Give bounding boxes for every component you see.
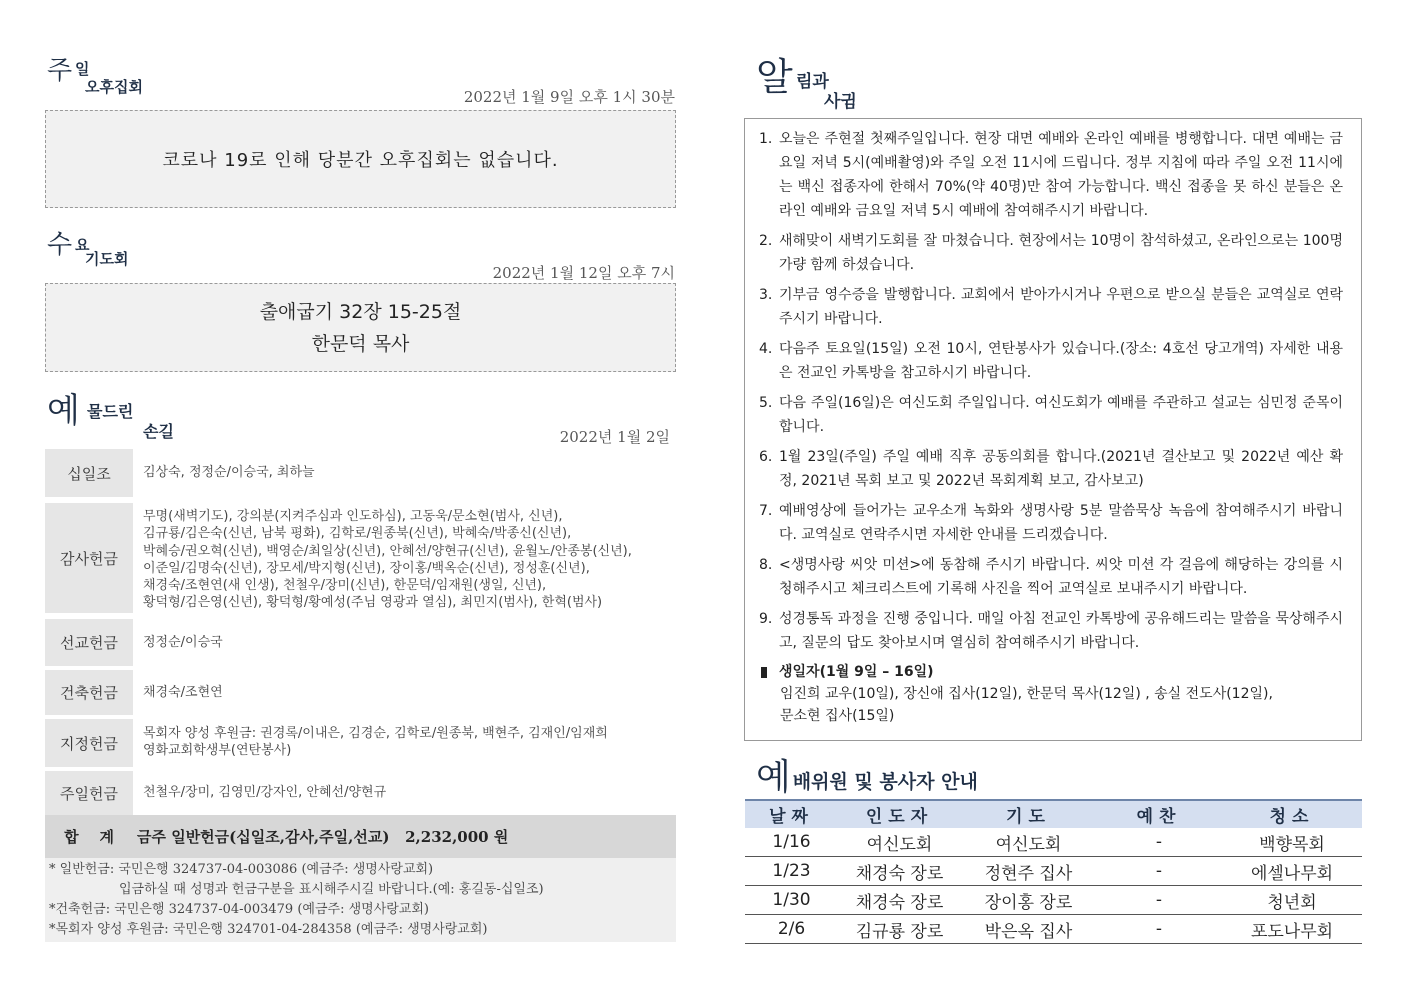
schedule-cell: 2/6 — [745, 915, 838, 944]
schedule-cell: 채경숙 장로 — [838, 857, 961, 886]
notice-text: 다음주 토요일(15일) 오전 10시, 연탄봉사가 있습니다.(장소: 4호선 당고개역) 자세한 내용은 전교인 카톡방을 참고하시기 바랍니다. — [779, 341, 1343, 381]
schedule-header-cleaning: 청소 — [1222, 800, 1362, 828]
offering-row-text: 천철우/장미, 김영민/강자인, 안혜선/양현규 — [143, 785, 387, 801]
offering-accounts — [45, 858, 676, 942]
offering-heading-big: 예 — [47, 391, 80, 431]
schedule-header-row — [745, 800, 1362, 828]
offering-line: 김규룡/김은숙(신년, 남북 평화), 김학로/원종북(신년), 박혜숙/박종신(신년), — [143, 526, 572, 542]
offering-line: 목회자 양성 후원금: 권경록/이내은, 김경순, 김학로/원종북, 백현주, 김재인/임재희 — [143, 726, 608, 741]
schedule-cell: 1/30 — [745, 886, 838, 915]
afternoon-heading — [47, 58, 247, 98]
notice-number: 5. — [759, 395, 773, 411]
notice-text: 1월 23일(주일) 주일 예배 직후 공동의회를 합니다.(2021년 결산보고 및 2022년 예산 확정, 2021년 목회 보고 및 2022년 목회계획 보고, 감사보고) — [779, 449, 1343, 489]
square-bullet-icon — [761, 667, 767, 678]
table-row — [745, 828, 1362, 857]
wednesday-heading — [47, 232, 247, 272]
notice-item — [759, 499, 1343, 547]
offering-row-text — [133, 503, 676, 613]
notice-item — [759, 283, 1343, 331]
offering-line: 무명(새벽기도), 강의분(지켜주심과 인도하심), 고동욱/문소현(범사, 신년), — [143, 509, 563, 524]
wednesday-box — [45, 283, 676, 372]
schedule-heading-big: 예 — [756, 757, 791, 798]
offering-row-text: 김상숙, 정정순/이승국, 최하늘 — [143, 465, 315, 481]
schedule-cell: 포도나무회 — [1222, 915, 1362, 944]
table-row — [745, 886, 1362, 915]
schedule-heading-rest: 배위원 및 봉사자 안내 — [792, 771, 978, 793]
table-row — [745, 915, 1362, 944]
offering-line: 채경숙/조현연(새 인생), 천철우/장미(신년), 한문덕/임재원(생일, 신년), — [143, 578, 547, 594]
notices-heading — [756, 55, 956, 114]
offering-row-mission — [45, 619, 676, 666]
notice-number: 9. — [759, 611, 773, 627]
schedule-header-prayer: 기도 — [961, 800, 1096, 828]
offering-row-label: 선교헌금 — [45, 619, 133, 666]
notice-text: 오늘은 주현절 첫째주일입니다. 현장 대면 예배와 온라인 예배를 병행합니다. 대면 예배는 금요일 저녁 5시(예배촬영)와 주일 오전 11시에 드립니다. 정부 지침에 따라 주일 오전 11시에는 백신 접종자에 한해서 70%(약 40명)만 참여 가능합니다. 백신 접종을 못 하신 분들은 온라인 예배와 금요일 저녁 5시 예배에 참여해주시기 바랍니다. — [779, 131, 1343, 219]
account-line: *건축헌금: 국민은행 324737-04-003479 (예금주: 생명사랑교회) — [49, 902, 429, 917]
wednesday-preacher: 한문덕 목사 — [311, 332, 410, 355]
wednesday-date: 2022년 1월 12일 오후 7시 — [492, 264, 675, 282]
schedule-cell: 여신도회 — [961, 828, 1096, 857]
notice-number: 3. — [759, 287, 773, 303]
offering-heading-small1: 물드린 — [87, 402, 134, 421]
notice-text: 예배영상에 들어가는 교우소개 녹화와 생명사랑 5분 말씀묵상 녹음에 참여해주시기 바랍니다. 교역실로 연락주시면 자세한 안내를 드리겠습니다. — [779, 503, 1343, 543]
schedule-header-leader: 인도자 — [838, 800, 961, 828]
birthday-title-row — [759, 661, 1343, 683]
schedule-cell: 채경숙 장로 — [838, 886, 961, 915]
notice-text: 새해맞이 새벽기도회를 잘 마쳤습니다. 현장에서는 10명이 참석하셨고, 온라인으로는 100명 가량 함께 하셨습니다. — [779, 233, 1343, 273]
offering-line: 박혜승/권오혁(신년), 백영순/최일상(신년), 안혜선/양현규(신년), 윤월노/안종봉(신년), — [143, 543, 632, 559]
afternoon-message: 코로나 19로 인해 당분간 오후집회는 없습니다. — [162, 150, 559, 171]
afternoon-heading-small1: 일 — [75, 60, 90, 78]
offering-total-text: 금주 일반헌금(십일조,감사,주일,선교) 2,232,000 원 — [137, 828, 509, 846]
offering-row-designated — [45, 719, 676, 767]
offering-row-label: 주일헌금 — [45, 771, 133, 815]
notice-text: 기부금 영수증을 발행합니다. 교회에서 받아가시거나 우편으로 받으실 분들은 교역실로 연락 주시기 바랍니다. — [779, 287, 1343, 327]
account-line: 입금하실 때 성명과 헌금구분을 표시해주시길 바랍니다.(예: 홍길동-십일조) — [119, 882, 544, 897]
notice-item — [759, 337, 1343, 385]
schedule-cell: 1/23 — [745, 857, 838, 886]
schedule-cell: - — [1096, 857, 1222, 886]
notices-heading-small1: 림과 — [796, 72, 829, 92]
offering-heading-small2: 손길 — [143, 422, 174, 441]
offering-row-text: 채경숙/조현연 — [143, 684, 223, 700]
offering-row-sunday — [45, 771, 676, 815]
notice-number: 8. — [759, 557, 773, 573]
offering-heading — [47, 391, 267, 444]
wednesday-scripture: 출애굽기 32장 15-25절 — [259, 300, 462, 323]
notices-heading-small2: 사귐 — [824, 92, 857, 112]
offering-total-label: 합 계 — [64, 828, 114, 846]
table-row — [745, 857, 1362, 886]
notice-number: 6. — [759, 449, 773, 465]
notice-item — [759, 607, 1343, 655]
notice-item — [759, 229, 1343, 277]
schedule-cell: - — [1096, 886, 1222, 915]
afternoon-box — [45, 110, 676, 208]
notices-box — [744, 118, 1362, 741]
account-line: * 일반헌금: 국민은행 324737-04-003086 (예금주: 생명사랑교회) — [49, 862, 434, 877]
birthday-line: 임진희 교우(10일), 장신애 집사(12일), 한문덕 목사(12일) , 송실 전도사(12일), — [780, 686, 1273, 702]
notice-number: 4. — [759, 341, 773, 357]
notice-number: 7. — [759, 503, 773, 519]
notice-number: 1. — [759, 131, 773, 147]
birthday-title: 생일자(1월 9일 – 16일) — [779, 664, 934, 680]
wednesday-heading-big: 수 — [47, 230, 73, 260]
notices-heading-big: 알 — [756, 55, 793, 99]
offering-total — [45, 815, 676, 858]
schedule-cell: - — [1096, 915, 1222, 944]
notice-item — [759, 553, 1343, 601]
offering-line: 영화교회학생부(연탄봉사) — [143, 743, 292, 759]
schedule-heading — [756, 752, 1156, 796]
afternoon-heading-small2: 오후집회 — [85, 78, 143, 96]
wednesday-heading-small2: 기도회 — [85, 250, 129, 268]
afternoon-heading-big: 주 — [47, 56, 73, 86]
notice-text: <생명사랑 씨앗 미션>에 동참해 주시기 바랍니다. 씨앗 미션 각 걸음에 해당하는 강의를 시청해주시고 체크리스트에 기록해 사진을 찍어 교역실로 보내주시기 바랍니다. — [779, 557, 1343, 597]
schedule-cell: 청년회 — [1222, 886, 1362, 915]
offering-row-label: 건축헌금 — [45, 670, 133, 715]
wednesday-heading-small1: 요 — [75, 236, 90, 254]
offering-date: 2022년 1월 2일 — [559, 428, 670, 446]
schedule-cell: 박은옥 집사 — [961, 915, 1096, 944]
offering-row-label: 지정헌금 — [45, 719, 133, 767]
notice-number: 2. — [759, 233, 773, 249]
schedule-cell: 정현주 집사 — [961, 857, 1096, 886]
notice-item — [759, 127, 1343, 223]
offering-row-tithe — [45, 449, 676, 497]
notice-text: 다음 주일(16일)은 여신도회 주일입니다. 여신도회가 예배를 주관하고 설교는 심민정 준목이 합니다. — [779, 395, 1343, 435]
schedule-cell: - — [1096, 828, 1222, 857]
offering-row-text — [133, 719, 676, 767]
afternoon-date: 2022년 1월 9일 오후 1시 30분 — [463, 88, 675, 106]
schedule-header-praise: 예찬 — [1096, 800, 1222, 828]
offering-row-label: 감사헌금 — [45, 503, 133, 613]
schedule-cell: 백향목회 — [1222, 828, 1362, 857]
offering-row-building — [45, 670, 676, 715]
schedule-header-date: 날짜 — [745, 800, 838, 828]
schedule-cell: 김규룡 장로 — [838, 915, 961, 944]
offering-row-text: 정정순/이승국 — [143, 634, 223, 650]
schedule-cell: 여신도회 — [838, 828, 961, 857]
offering-line: 이준일/김명숙(신년), 장모세/박지형(신년), 장이홍/백옥순(신년), 정성훈(신년), — [143, 560, 590, 576]
schedule-cell: 에셀나무회 — [1222, 857, 1362, 886]
offering-row-label: 십일조 — [45, 449, 133, 497]
notice-item — [759, 391, 1343, 439]
schedule-cell: 장이홍 장로 — [961, 886, 1096, 915]
notice-item — [759, 445, 1343, 493]
birthday-line: 문소현 집사(15일) — [780, 708, 895, 724]
schedule-table — [745, 799, 1362, 944]
birthday-section — [759, 661, 1343, 727]
account-line: *목회자 양성 후원금: 국민은행 324701-04-284358 (예금주: 생명사랑교회) — [49, 922, 488, 937]
notice-text: 성경통독 과정을 진행 중입니다. 매일 아침 전교인 카톡방에 공유해드리는 말씀을 묵상해주시고, 질문의 답도 찾아보시며 열심히 참여해주시기 바랍니다. — [779, 611, 1343, 651]
schedule-cell: 1/16 — [745, 828, 838, 857]
offering-line: 황덕형/김은영(신년), 황덕형/황예성(주님 영광과 열심), 최민지(범사), 한혁(범사) — [143, 595, 603, 611]
offering-row-thanks — [45, 503, 676, 613]
